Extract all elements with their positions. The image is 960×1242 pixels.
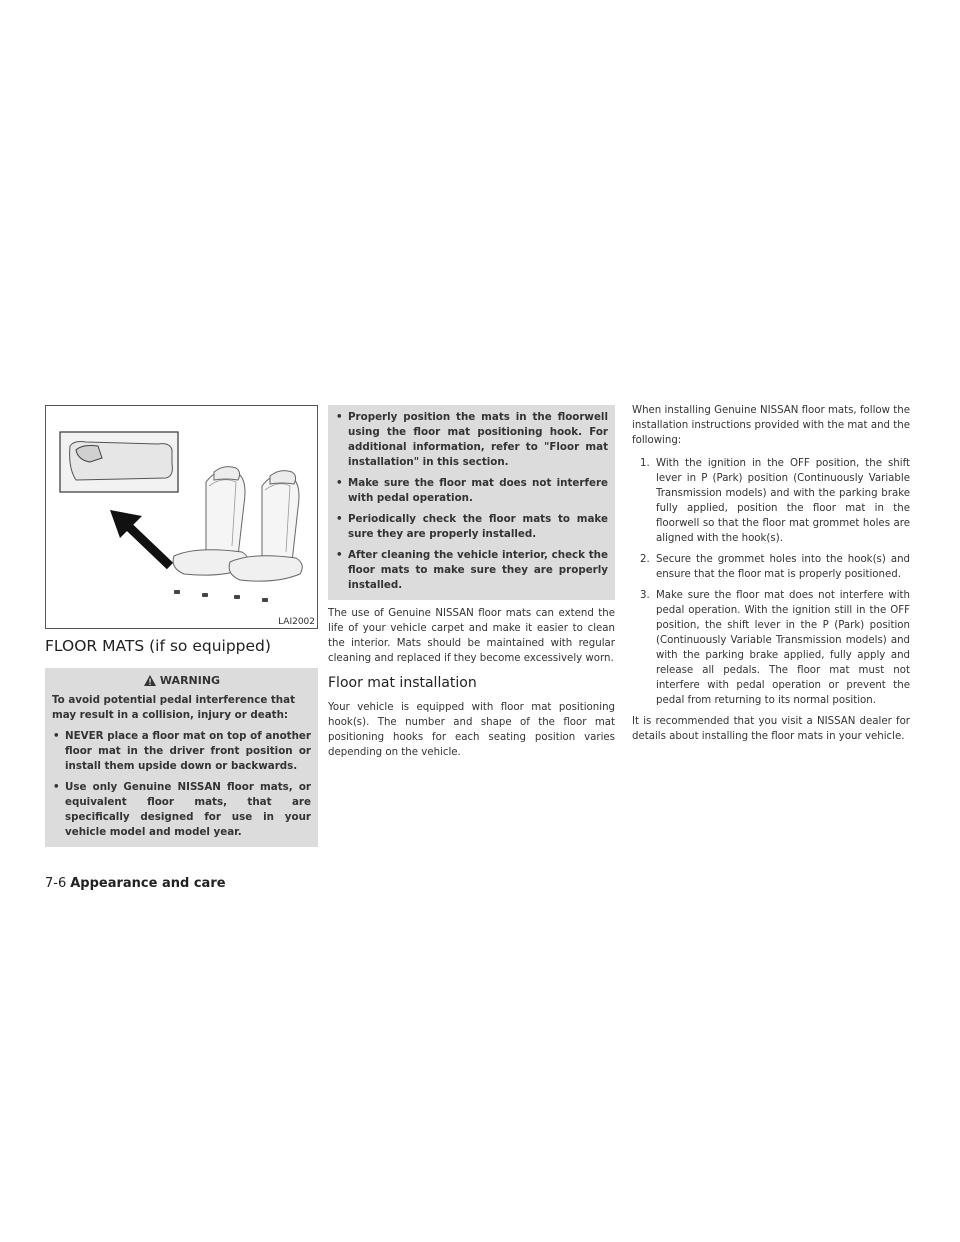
figure-code: LAI2002 [278,617,315,627]
warning-header [52,674,311,687]
step-text: Secure the grommet holes into the hook(s) and ensure that the floor mat is properly positioned. [656,554,910,580]
floor-mat-figure [45,405,318,629]
use-paragraph: The use of Genuine NISSAN floor mats can extend the life of your vehicle carpet and make it easier to clean the interior. Mats should be maintained with regular cleaning and replaced if they become excessively worn. [328,608,615,664]
seats-illustration [46,406,317,628]
warning-intro: To avoid potential pedal interference that may result in a collision, injury or death: [52,694,296,721]
installation-steps [632,456,910,708]
warning-bullet: • Use only Genuine NISSAN floor mats, or equivalent floor mats, that are specifically designed for use in your vehicle model and model year. [52,780,311,840]
installing-intro: When installing Genuine NISSAN floor mats, follow the installation instructions provided with the mat and the following: [632,405,910,446]
step-item [632,588,910,708]
recommendation-paragraph: It is recommended that you visit a NISSAN dealer for details about installing the floor mats in your vehicle. [632,716,910,742]
warning-label: WARNING [159,674,221,687]
warning-bullet: • After cleaning the vehicle interior, check the floor mats to make sure they are properly installed. [335,548,608,593]
warning-box-continued [328,405,615,600]
page-number: 7-6 [45,876,67,891]
column-left [45,405,318,847]
warning-bullet: • Properly position the mats in the floorwell using the floor mat positioning hook. For additional information, refer to "Floor mat installation" in this section. [335,410,608,470]
step-item [632,552,910,582]
warning-bullet: • Make sure the floor mat does not interfere with pedal operation. [335,476,608,506]
step-number: 1. [640,458,650,469]
step-number: 3. [640,590,650,601]
column-right [632,403,910,752]
warning-list-col1 [52,729,311,840]
warning-box [45,668,318,847]
warning-bullet: • NEVER place a floor mat on top of another floor mat in the driver front position or install them upside down or backwards. [52,729,311,774]
section-title: FLOOR MATS (if so equipped) [45,637,271,655]
column-middle [328,405,615,768]
warning-bullet: • Periodically check the floor mats to make sure they are properly installed. [335,512,608,542]
installation-title: Floor mat installation [328,675,477,691]
step-item [632,456,910,546]
warning-list-col2 [335,410,608,593]
step-number: 2. [640,554,650,565]
page-footer [45,876,226,891]
step-text: Make sure the floor mat does not interfere with pedal operation. With the ignition still in the OFF position, the shift lever in the P (Park) position (Continuously Variable Transmission models) and with the parking brake applied, fully apply and release all pedals. The floor mat must not interfere with pedal operation or prevent the pedal from returning to its normal position. [656,590,910,706]
footer-section: Appearance and care [70,876,226,891]
step-text: With the ignition in the OFF position, the shift lever in P (Park) position (Continuously Variable Transmission models) and with the parking brake fully applied, position the floor mat in the floorwell so that the floor mat grommet holes are aligned with the hook(s). [656,458,910,544]
warning-icon [143,674,157,687]
installation-paragraph: Your vehicle is equipped with floor mat positioning hook(s). The number and shape of the floor mat positioning hooks for each seating position varies depending on the vehicle. [328,702,615,758]
